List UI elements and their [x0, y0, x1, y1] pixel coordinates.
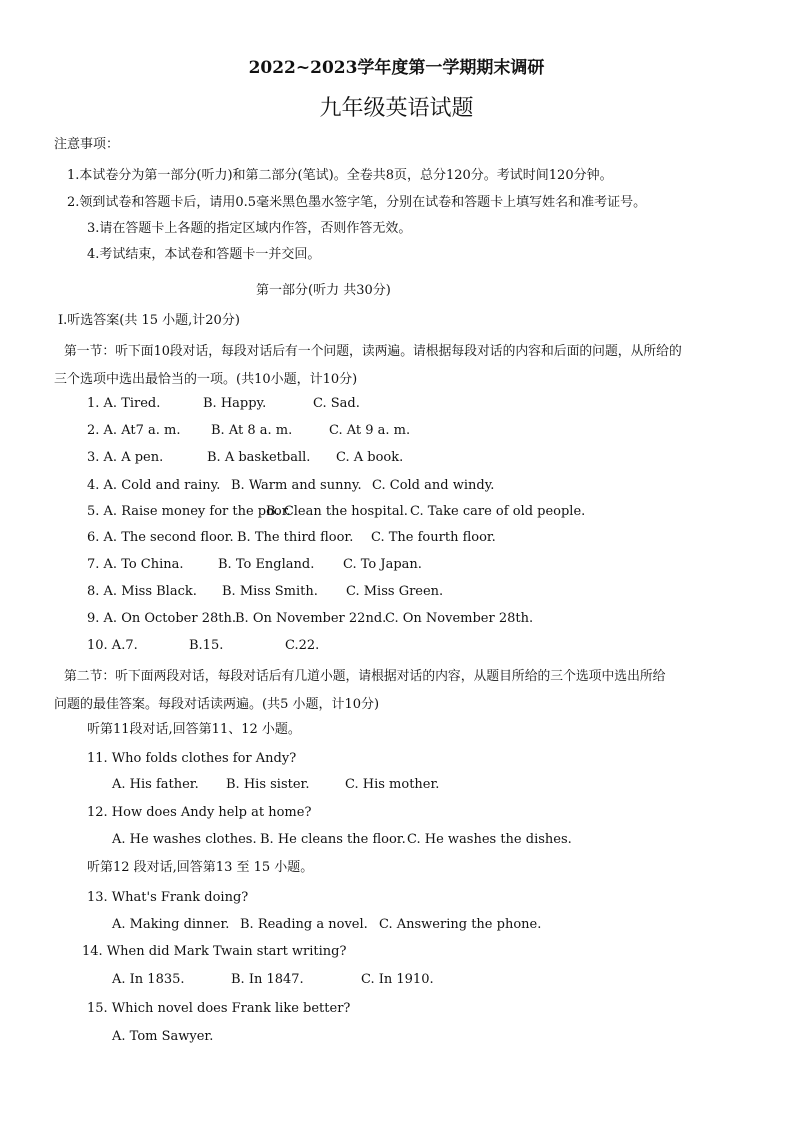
question-stem: 11. Who folds clothes for Andy?: [87, 751, 297, 766]
dialog-instruction: 听第12 段对话,回答第13 至 15 小题。: [87, 860, 314, 875]
option-b: B. At 8 a. m.: [211, 423, 293, 438]
question-stem: 13. What's Frank doing?: [87, 890, 249, 905]
option-b: B. Clean the hospital.: [266, 504, 408, 519]
section1-instructions: 第一节：听下面10段对话，每段对话后有一个问题，读两遍。请根据每段对话的内容和后面的问题，从所给的: [64, 344, 682, 359]
question-stem: 15. Which novel does Frank like better?: [87, 1001, 351, 1016]
option-c: C. In 1910.: [361, 972, 434, 987]
option-b: B. In 1847.: [231, 972, 304, 987]
note-item: 3.请在答题卡上各题的指定区域内作答，否则作答无效。: [87, 221, 412, 236]
option-b: B. He cleans the floor.: [260, 832, 406, 847]
question-row: [87, 395, 160, 413]
option-a: A. His father.: [112, 777, 199, 792]
option-c: C. The fourth floor.: [371, 530, 496, 545]
option-a: 10. A.7.: [87, 638, 138, 653]
option-c: C. To Japan.: [343, 557, 422, 572]
section2-instructions-cont: 问题的最佳答案。每段对话读两遍。(共5 小题，计10分): [54, 697, 380, 712]
dialog-instruction: 听第11段对话,回答第11、12 小题。: [87, 722, 301, 737]
option-a: 5. A. Raise money for the poor.: [87, 504, 291, 519]
option-c: C.22.: [285, 638, 320, 653]
option-a: 4. A. Cold and rainy.: [87, 478, 221, 493]
option-a: A. Tom Sawyer.: [112, 1029, 214, 1044]
question-stem: 12. How does Andy help at home?: [87, 805, 312, 820]
part1-title: 第一部分(听力 共30分): [256, 283, 391, 298]
option-a: 8. A. Miss Black.: [87, 584, 197, 599]
section1-instructions-cont: 三个选项中选出最恰当的一项。(共10小题，计10分): [54, 372, 358, 387]
option-c: C. Answering the phone.: [379, 917, 542, 932]
option-a: 9. A. On October 28th.: [87, 611, 236, 626]
option-b: B. The third floor.: [237, 530, 354, 545]
option-a: 1. A. Tired.: [87, 396, 161, 411]
option-a: A. Making dinner.: [112, 917, 230, 932]
option-a: A. He washes clothes.: [112, 832, 257, 847]
option-c: C. Cold and windy.: [372, 478, 495, 493]
section2-instructions: 第二节：听下面两段对话，每段对话后有几道小题，请根据对话的内容，从题目所给的三个选项中选出所给: [64, 669, 666, 684]
option-a: 3. A. A pen.: [87, 450, 164, 465]
section-title: Ⅰ.听选答案(共 15 小题,计20分): [58, 313, 240, 328]
option-c: C. Miss Green.: [346, 584, 444, 599]
option-b: B. Warm and sunny.: [231, 478, 362, 493]
option-a: 2. A. At7 a. m.: [87, 423, 181, 438]
option-a: A. In 1835.: [112, 972, 185, 987]
option-b: B. To England.: [218, 557, 315, 572]
option-b: B. Happy.: [203, 396, 267, 411]
option-b: B. Miss Smith.: [222, 584, 318, 599]
exam-title: 2022~2023学年度第一学期期末调研: [248, 58, 545, 78]
note-item: 1.本试卷分为第一部分(听力)和第二部分(笔试)。全卷共8页，总分120分。考试时间120分钟。: [67, 168, 613, 183]
notes-heading: 注意事项：: [54, 137, 120, 152]
question-stem: 14. When did Mark Twain start writing?: [82, 944, 347, 959]
option-b: B. On November 22nd.: [235, 611, 387, 626]
option-c: C. Sad.: [313, 396, 360, 411]
option-c: C. Take care of old people.: [410, 504, 586, 519]
option-a: 6. A. The second floor.: [87, 530, 234, 545]
exam-subtitle: 九年级英语试题: [319, 96, 474, 121]
note-item: 2.领到试卷和答题卡后，请用0.5毫米黑色墨水签字笔，分别在试卷和答题卡上填写姓名和准考证号。: [67, 195, 647, 210]
option-c: C. His mother.: [345, 777, 440, 792]
option-c: C. He washes the dishes.: [407, 832, 572, 847]
option-b: B. A basketball.: [207, 450, 311, 465]
option-b: B. His sister.: [226, 777, 310, 792]
option-c: C. A book.: [336, 450, 404, 465]
option-b: B. Reading a novel.: [240, 917, 368, 932]
note-item: 4.考试结束，本试卷和答题卡一并交回。: [87, 247, 321, 262]
option-a: 7. A. To China.: [87, 557, 184, 572]
option-c: C. On November 28th.: [385, 611, 534, 626]
option-c: C. At 9 a. m.: [329, 423, 411, 438]
option-b: B.15.: [189, 638, 224, 653]
